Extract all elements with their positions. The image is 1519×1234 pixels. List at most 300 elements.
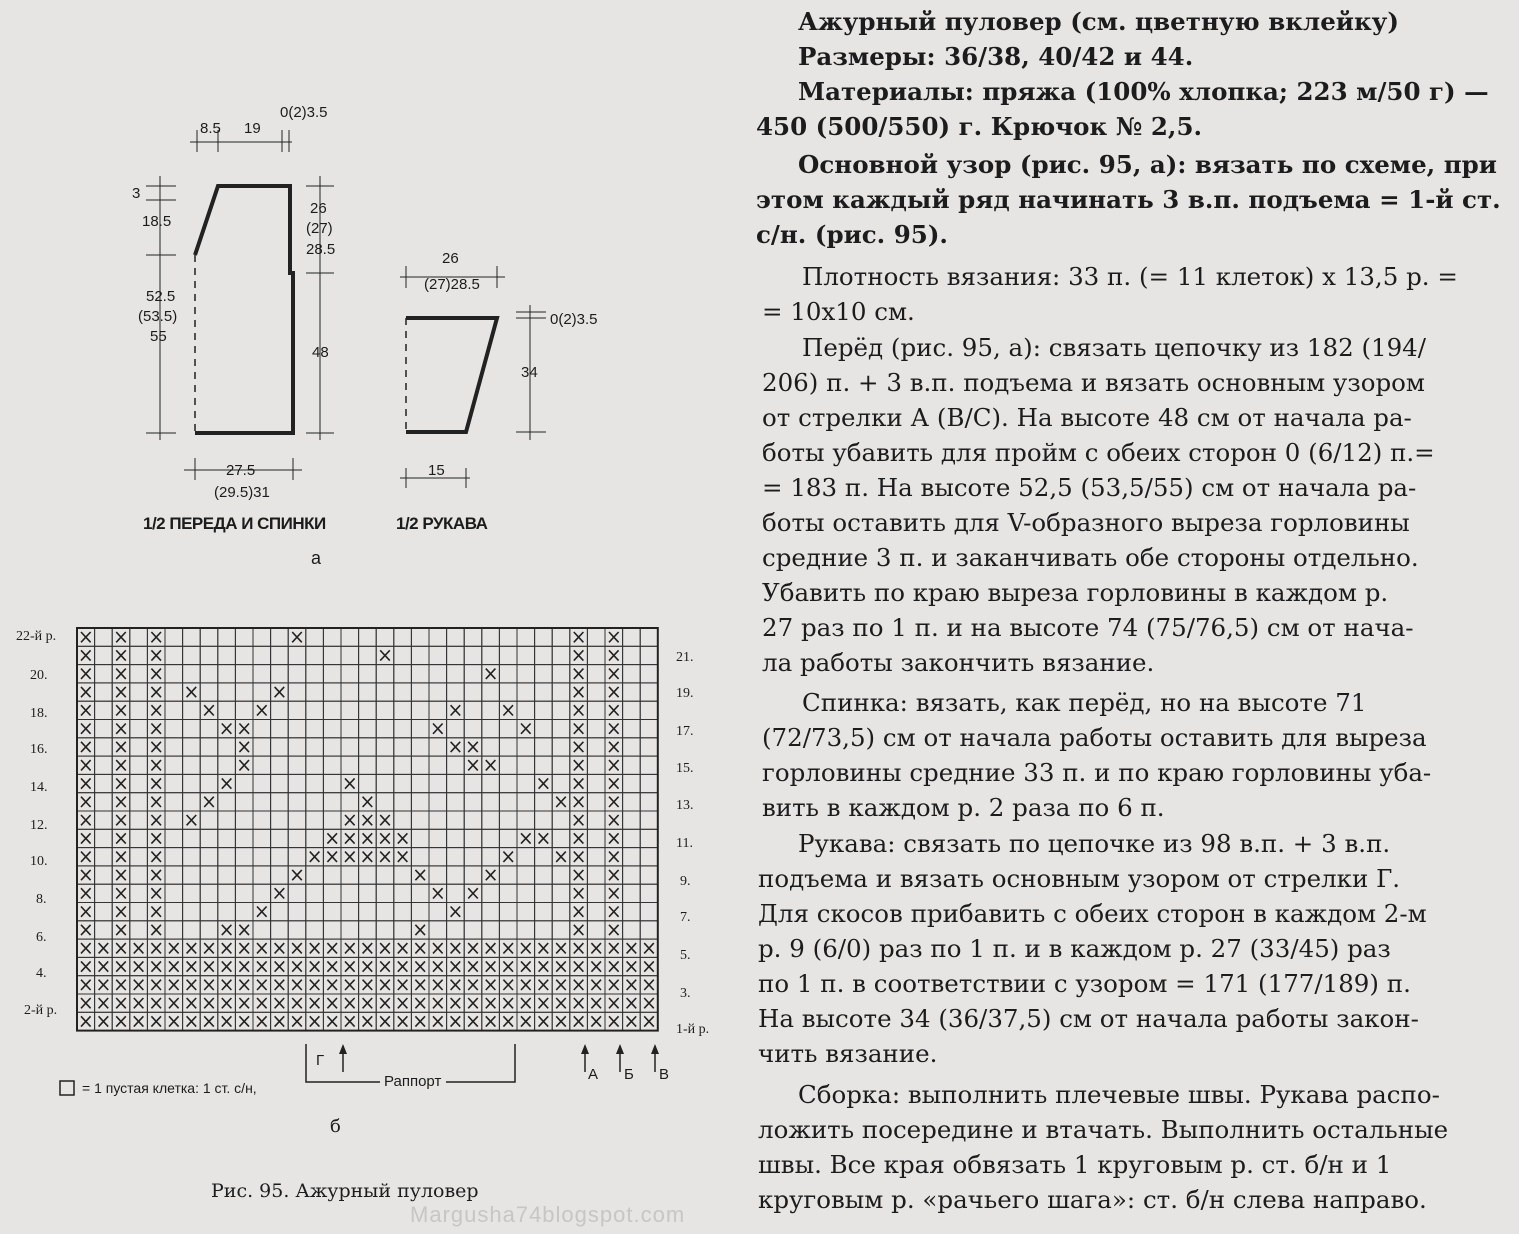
- chart-cell: [288, 903, 306, 921]
- front-line: боты убавить для пройм с обеих сторон 0 (6/12) п.=: [762, 438, 1435, 467]
- chart-cross-mark: [468, 961, 478, 971]
- chart-cross-mark: [556, 852, 566, 862]
- chart-cell: [200, 628, 218, 646]
- chart-cell: [359, 665, 377, 683]
- materials-line-2: 450 (500/550) г. Крючок № 2,5.: [756, 112, 1203, 141]
- marker-g-label: Г: [316, 1052, 325, 1069]
- chart-cross-mark: [239, 760, 249, 770]
- chart-cell: [183, 884, 201, 902]
- chart-cell: [200, 738, 218, 756]
- chart-cell: [341, 921, 359, 939]
- chart-cell: [200, 903, 218, 921]
- chart-cell: [271, 628, 289, 646]
- back-line: Спинка: вязать, как перёд, но на высоте 71: [802, 688, 1367, 717]
- chart-cross-mark: [574, 1016, 584, 1026]
- row-label-left: 12.: [30, 818, 48, 833]
- body-neck-depth-label: 18.5: [142, 213, 172, 230]
- chart-cell: [587, 903, 605, 921]
- materials-line-1: Материалы: пряжа (100% хлопка; 223 м/50 г) —: [798, 77, 1489, 106]
- chart-cell: [359, 701, 377, 719]
- sleeve-width-label-2: (27)28.5: [424, 276, 480, 293]
- arrow-a-label: А: [588, 1066, 599, 1083]
- chart-cell: [183, 793, 201, 811]
- chart-cross-mark: [81, 833, 91, 843]
- pattern-line-3: с/н. (рис. 95).: [756, 220, 948, 249]
- chart-cell: [271, 646, 289, 664]
- sleeve-width-label-1: 26: [442, 250, 459, 267]
- assembly-line: швы. Все края обвязать 1 круговым р. ст. б/н и 1: [758, 1150, 1392, 1179]
- chart-cell: [394, 701, 412, 719]
- chart-cell: [271, 921, 289, 939]
- chart-cross-mark: [151, 669, 161, 679]
- chart-cell: [359, 683, 377, 701]
- row-label-left: 2-й р.: [24, 1003, 58, 1018]
- chart-cross-mark: [468, 998, 478, 1008]
- chart-cross-mark: [116, 778, 126, 788]
- chart-cell: [95, 811, 113, 829]
- chart-cell: [482, 646, 500, 664]
- chart-cell: [376, 683, 394, 701]
- chart-cell: [640, 774, 658, 792]
- chart-cross-mark: [151, 925, 161, 935]
- row-label-right: 17.: [676, 724, 694, 739]
- chart-cell: [640, 829, 658, 847]
- chart-cross-mark: [187, 1016, 197, 1026]
- chart-cell: [517, 848, 535, 866]
- front-line: боты оставить для V-образного выреза горловины: [762, 508, 1410, 537]
- chart-cross-mark: [239, 980, 249, 990]
- chart-cross-mark: [81, 705, 91, 715]
- chart-cell: [95, 720, 113, 738]
- body-side-height-label: 48: [312, 344, 329, 361]
- chart-cell: [359, 756, 377, 774]
- chart-cell: [429, 683, 447, 701]
- front-line: = 183 п. На высоте 52,5 (53,5/55) см от начала ра-: [762, 473, 1417, 502]
- chart-cell: [623, 683, 641, 701]
- chart-cell: [447, 811, 465, 829]
- chart-cross-mark: [134, 1016, 144, 1026]
- chart-cell: [306, 646, 324, 664]
- body-neck-height-label: 3: [132, 185, 141, 202]
- chart-cross-mark: [116, 760, 126, 770]
- chart-cross-mark: [363, 961, 373, 971]
- chart-cross-mark: [204, 998, 214, 1008]
- chart-cross-mark: [81, 961, 91, 971]
- chart-cell: [218, 793, 236, 811]
- row-label-left: 8.: [36, 892, 47, 907]
- chart-cell: [306, 683, 324, 701]
- chart-cross-mark: [539, 778, 549, 788]
- chart-cell: [623, 848, 641, 866]
- chart-cross-mark: [451, 907, 461, 917]
- chart-cell: [376, 884, 394, 902]
- chart-cell: [447, 884, 465, 902]
- chart-cell: [499, 774, 517, 792]
- chart-cell: [218, 683, 236, 701]
- chart-cell: [253, 738, 271, 756]
- chart-cross-mark: [116, 961, 126, 971]
- chart-cross-mark: [609, 742, 619, 752]
- chart-cell: [341, 903, 359, 921]
- chart-cross-mark: [81, 943, 91, 953]
- chart-cross-mark: [239, 998, 249, 1008]
- chart-cross-mark: [503, 943, 513, 953]
- chart-cell: [130, 665, 148, 683]
- chart-cross-mark: [151, 724, 161, 734]
- chart-cell: [95, 756, 113, 774]
- chart-cell: [95, 683, 113, 701]
- chart-cross-mark: [151, 650, 161, 660]
- chart-cross-mark: [380, 980, 390, 990]
- row-label-left: 20.: [30, 668, 48, 683]
- chart-cross-mark: [187, 943, 197, 953]
- chart-cell: [499, 884, 517, 902]
- chart-cross-mark: [81, 888, 91, 898]
- chart-cell: [552, 811, 570, 829]
- chart-cross-mark: [151, 961, 161, 971]
- chart-cell: [218, 903, 236, 921]
- chart-cross-mark: [116, 742, 126, 752]
- gauge-line: = 10х10 см.: [762, 297, 915, 326]
- chart-cell: [341, 793, 359, 811]
- chart-cross-mark: [486, 961, 496, 971]
- chart-cross-mark: [363, 1016, 373, 1026]
- chart-cross-mark: [151, 742, 161, 752]
- chart-cell: [271, 720, 289, 738]
- chart-cell: [482, 903, 500, 921]
- chart-cell: [95, 793, 113, 811]
- chart-cell: [429, 921, 447, 939]
- chart-cross-mark: [222, 925, 232, 935]
- chart-cross-mark: [398, 943, 408, 953]
- chart-cell: [253, 884, 271, 902]
- chart-cross-mark: [169, 1016, 179, 1026]
- chart-cell: [253, 848, 271, 866]
- chart-cell: [130, 829, 148, 847]
- chart-cross-mark: [292, 632, 302, 642]
- chart-cross-mark: [521, 961, 531, 971]
- chart-cell: [623, 665, 641, 683]
- row-label-right: 13.: [676, 798, 694, 813]
- chart-cross-mark: [292, 870, 302, 880]
- chart-cross-mark: [345, 998, 355, 1008]
- chart-cross-mark: [415, 870, 425, 880]
- chart-cross-mark: [451, 742, 461, 752]
- chart-cell: [165, 848, 183, 866]
- back-line: горловины средние 33 п. и по краю горловины уба-: [762, 758, 1432, 787]
- chart-cell: [288, 793, 306, 811]
- chart-cell: [253, 811, 271, 829]
- chart-cross-mark: [151, 888, 161, 898]
- chart-cross-mark: [363, 852, 373, 862]
- front-line: средние 3 п. и заканчивать обе стороны отдельно.: [762, 543, 1419, 572]
- chart-cell: [411, 738, 429, 756]
- chart-cross-mark: [486, 943, 496, 953]
- chart-cell: [323, 701, 341, 719]
- schematic-sub-label: а: [311, 548, 322, 568]
- chart-cell: [376, 793, 394, 811]
- chart-cross-mark: [451, 705, 461, 715]
- chart-cross-mark: [327, 1016, 337, 1026]
- chart-cross-mark: [486, 1016, 496, 1026]
- chart-cell: [95, 866, 113, 884]
- chart-cross-mark: [627, 943, 637, 953]
- body-schematic: [146, 130, 334, 480]
- chart-cross-mark: [609, 943, 619, 953]
- chart-cross-mark: [415, 998, 425, 1008]
- chart-cell: [376, 701, 394, 719]
- chart-cross-mark: [222, 980, 232, 990]
- chart-cross-mark: [468, 1016, 478, 1026]
- chart-cell: [640, 848, 658, 866]
- row-label-right: 11.: [676, 836, 693, 851]
- chart-cell: [587, 683, 605, 701]
- chart-cross-mark: [591, 998, 601, 1008]
- chart-cross-mark: [327, 998, 337, 1008]
- chart-cell: [323, 903, 341, 921]
- chart-cell: [447, 866, 465, 884]
- chart-cross-mark: [644, 998, 654, 1008]
- chart-cross-mark: [451, 943, 461, 953]
- chart-cell: [517, 811, 535, 829]
- chart-cross-mark: [327, 833, 337, 843]
- chart-cross-mark: [169, 961, 179, 971]
- chart-cell: [447, 720, 465, 738]
- chart-cell: [165, 646, 183, 664]
- chart-cell: [288, 921, 306, 939]
- chart-cross-mark: [257, 1016, 267, 1026]
- chart-cell: [464, 829, 482, 847]
- chart-cell: [482, 720, 500, 738]
- chart-cell: [623, 866, 641, 884]
- chart-cell: [535, 793, 553, 811]
- chart-cross-mark: [81, 870, 91, 880]
- chart-cross-mark: [609, 687, 619, 697]
- chart-cell: [165, 903, 183, 921]
- front-line: 206) п. + 3 в.п. подъема и вязать основным узором: [762, 368, 1425, 397]
- pattern-chart-grid: [77, 628, 658, 1031]
- chart-cross-mark: [574, 687, 584, 697]
- sleeve-cap-label: 0(2)3.5: [550, 311, 598, 328]
- chart-cell: [552, 665, 570, 683]
- chart-cell: [95, 701, 113, 719]
- chart-cross-mark: [116, 852, 126, 862]
- chart-cross-mark: [151, 870, 161, 880]
- chart-cross-mark: [116, 925, 126, 935]
- chart-cross-mark: [398, 1016, 408, 1026]
- chart-cross-mark: [609, 778, 619, 788]
- chart-cell: [552, 646, 570, 664]
- chart-cross-mark: [468, 980, 478, 990]
- sleeve-bottom-label: 15: [428, 462, 445, 479]
- chart-cell: [623, 811, 641, 829]
- chart-cell: [517, 665, 535, 683]
- chart-cross-mark: [204, 705, 214, 715]
- chart-cell: [359, 720, 377, 738]
- chart-cross-mark: [345, 778, 355, 788]
- chart-cell: [411, 628, 429, 646]
- chart-cross-mark: [151, 687, 161, 697]
- chart-cell: [411, 793, 429, 811]
- chart-cell: [359, 884, 377, 902]
- chart-cross-mark: [451, 980, 461, 990]
- chart-cell: [587, 738, 605, 756]
- chart-cell: [271, 903, 289, 921]
- front-line: 27 раз по 1 п. и на высоте 74 (75/76,5) см от нача-: [762, 613, 1414, 642]
- chart-cross-mark: [222, 724, 232, 734]
- chart-cell: [323, 921, 341, 939]
- chart-cross-mark: [433, 1016, 443, 1026]
- chart-cross-mark: [116, 1016, 126, 1026]
- chart-cell: [411, 683, 429, 701]
- chart-cross-mark: [257, 907, 267, 917]
- back-line: (72/73,5) см от начала работы оставить для выреза: [762, 723, 1427, 752]
- chart-cell: [640, 921, 658, 939]
- chart-cross-mark: [433, 943, 443, 953]
- chart-cross-mark: [644, 980, 654, 990]
- chart-cell: [640, 884, 658, 902]
- chart-cell: [341, 628, 359, 646]
- chart-cell: [130, 903, 148, 921]
- chart-cell: [464, 701, 482, 719]
- chart-cell: [218, 756, 236, 774]
- chart-cell: [623, 701, 641, 719]
- chart-cell: [411, 829, 429, 847]
- chart-cell: [341, 756, 359, 774]
- chart-cell: [499, 903, 517, 921]
- chart-cross-mark: [609, 760, 619, 770]
- chart-cross-mark: [433, 888, 443, 898]
- body-shoulder-label: 0(2)3.5: [280, 104, 328, 121]
- chart-cell: [376, 866, 394, 884]
- chart-cross-mark: [116, 724, 126, 734]
- chart-cross-mark: [204, 797, 214, 807]
- chart-cross-mark: [275, 943, 285, 953]
- chart-cell: [323, 811, 341, 829]
- chart-cross-mark: [239, 742, 249, 752]
- chart-cross-mark: [380, 998, 390, 1008]
- chart-cross-mark: [345, 961, 355, 971]
- chart-cell: [253, 774, 271, 792]
- chart-cell: [482, 848, 500, 866]
- chart-cross-mark: [222, 1016, 232, 1026]
- chart-cell: [411, 646, 429, 664]
- row-label-left: 16.: [30, 742, 48, 757]
- chart-cross-mark: [539, 961, 549, 971]
- chart-sub-label: б: [330, 1116, 341, 1137]
- chart-cross-mark: [644, 943, 654, 953]
- chart-cell: [535, 628, 553, 646]
- chart-cell: [587, 829, 605, 847]
- chart-cell: [552, 829, 570, 847]
- chart-cell: [587, 646, 605, 664]
- chart-cross-mark: [134, 998, 144, 1008]
- chart-cell: [323, 774, 341, 792]
- chart-cell: [447, 774, 465, 792]
- chart-cell: [235, 811, 253, 829]
- chart-cell: [200, 866, 218, 884]
- chart-cell: [359, 921, 377, 939]
- chart-cross-mark: [116, 998, 126, 1008]
- chart-cell: [394, 665, 412, 683]
- row-label-right: 5.: [680, 948, 691, 963]
- chart-cross-mark: [609, 907, 619, 917]
- chart-cross-mark: [81, 907, 91, 917]
- chart-cross-mark: [151, 797, 161, 807]
- row-label-right: 21.: [676, 650, 694, 665]
- chart-cell: [183, 720, 201, 738]
- chart-cross-mark: [275, 888, 285, 898]
- chart-cell: [394, 774, 412, 792]
- chart-cross-mark: [310, 961, 320, 971]
- chart-cell: [271, 811, 289, 829]
- chart-cell: [341, 665, 359, 683]
- chart-cell: [464, 866, 482, 884]
- chart-cell: [235, 903, 253, 921]
- chart-cross-mark: [363, 998, 373, 1008]
- chart-cross-mark: [116, 815, 126, 825]
- chart-cell: [394, 756, 412, 774]
- sleeve-line: подъема и вязать основным узором от стрелки Г.: [758, 864, 1401, 893]
- chart-cell: [183, 665, 201, 683]
- chart-cross-mark: [116, 833, 126, 843]
- chart-cell: [482, 774, 500, 792]
- chart-cell: [640, 683, 658, 701]
- chart-cross-mark: [257, 998, 267, 1008]
- chart-cell: [376, 665, 394, 683]
- chart-cross-mark: [415, 980, 425, 990]
- chart-cross-mark: [398, 980, 408, 990]
- chart-cross-mark: [363, 943, 373, 953]
- chart-cell: [235, 848, 253, 866]
- chart-cross-mark: [539, 980, 549, 990]
- row-label-right: 9.: [680, 874, 691, 889]
- chart-cross-mark: [415, 961, 425, 971]
- chart-cell: [218, 866, 236, 884]
- chart-cell: [552, 921, 570, 939]
- chart-cross-mark: [398, 833, 408, 843]
- chart-cell: [130, 646, 148, 664]
- chart-cross-mark: [327, 980, 337, 990]
- row-label-left: 14.: [30, 780, 48, 795]
- chart-cell: [587, 701, 605, 719]
- chart-cell: [429, 628, 447, 646]
- chart-cross-mark: [151, 833, 161, 843]
- watermark: Margusha74blogspot.com: [410, 1202, 686, 1227]
- chart-cross-mark: [310, 998, 320, 1008]
- chart-cell: [218, 884, 236, 902]
- chart-cell: [517, 903, 535, 921]
- chart-cross-mark: [222, 998, 232, 1008]
- chart-cross-mark: [345, 1016, 355, 1026]
- chart-cell: [323, 628, 341, 646]
- chart-cross-mark: [151, 1016, 161, 1026]
- chart-cell: [323, 646, 341, 664]
- chart-cross-mark: [539, 998, 549, 1008]
- chart-cross-mark: [574, 632, 584, 642]
- sleeve-caption: 1/2 РУКАВА: [396, 514, 488, 533]
- chart-cross-mark: [187, 980, 197, 990]
- chart-cell: [429, 848, 447, 866]
- chart-cross-mark: [609, 870, 619, 880]
- chart-cross-mark: [468, 742, 478, 752]
- chart-cell: [130, 866, 148, 884]
- chart-cell: [447, 683, 465, 701]
- chart-cell: [411, 811, 429, 829]
- chart-cell: [306, 903, 324, 921]
- chart-cross-mark: [363, 797, 373, 807]
- legend-empty-cell-icon: [60, 1081, 74, 1095]
